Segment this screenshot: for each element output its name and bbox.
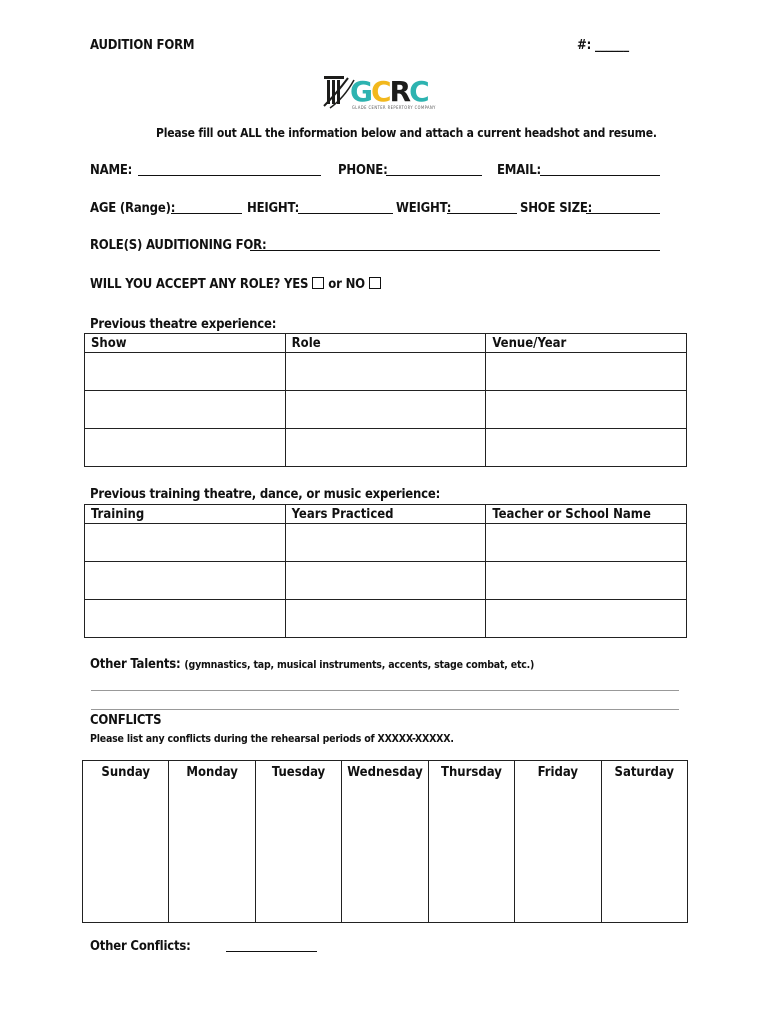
- day-sunday[interactable]: Sunday: [83, 761, 169, 923]
- conflicts-note: Please list any conflicts during the rehearsal periods of XXXXX-XXXXX.: [90, 733, 454, 745]
- phone-label: PHONE:: [338, 163, 388, 178]
- table-cell[interactable]: [285, 562, 486, 600]
- table-cell[interactable]: [285, 353, 486, 391]
- table-cell[interactable]: [486, 429, 687, 467]
- other-conflicts-field[interactable]: [226, 951, 317, 952]
- training-col-training: Training: [85, 505, 286, 524]
- email-label: EMAIL:: [497, 163, 541, 178]
- theatre-col-venue-year: Venue/Year: [486, 334, 687, 353]
- svg-text:GCRC: GCRC: [350, 75, 428, 108]
- training-heading: Previous training theatre, dance, or music experience:: [90, 487, 441, 502]
- yes-checkbox[interactable]: [312, 277, 324, 289]
- gcrc-logo: [322, 72, 452, 112]
- table-row: [85, 391, 687, 429]
- day-friday[interactable]: Friday: [515, 761, 601, 923]
- logo-tagline: GLADE CENTER REPERTORY COMPANY: [352, 105, 436, 110]
- other-talents-label: Other Talents:: [90, 657, 181, 672]
- table-cell[interactable]: [85, 391, 286, 429]
- weight-label: WEIGHT:: [396, 201, 452, 216]
- no-checkbox[interactable]: [369, 277, 381, 289]
- table-row: [85, 562, 687, 600]
- roles-field[interactable]: [250, 250, 660, 251]
- table-cell[interactable]: [85, 600, 286, 638]
- instructions-text: Please fill out ALL the information below and attach a current headshot and resume.: [156, 126, 657, 140]
- height-label: HEIGHT:: [247, 201, 300, 216]
- table-cell[interactable]: [285, 391, 486, 429]
- theatre-table: [84, 333, 687, 467]
- training-col-teacher: Teacher or School Name: [486, 505, 687, 524]
- theatre-heading: Previous theatre experience:: [90, 317, 277, 332]
- age-field[interactable]: [171, 213, 242, 214]
- shoe-size-field[interactable]: [586, 213, 660, 214]
- accept-role-question: [90, 277, 385, 292]
- table-cell[interactable]: [285, 524, 486, 562]
- day-monday[interactable]: Monday: [169, 761, 255, 923]
- form-number-label: #:: [577, 38, 592, 53]
- table-cell[interactable]: [285, 429, 486, 467]
- name-field[interactable]: [138, 175, 321, 176]
- table-cell[interactable]: [486, 600, 687, 638]
- theatre-col-role: Role: [285, 334, 486, 353]
- conflicts-calendar: [82, 760, 688, 923]
- no-label: or NO: [328, 277, 365, 292]
- table-row: [85, 429, 687, 467]
- table-cell[interactable]: [285, 600, 486, 638]
- height-field[interactable]: [298, 213, 393, 214]
- conflicts-heading: CONFLICTS: [90, 713, 162, 728]
- accept-role-label: WILL YOU ACCEPT ANY ROLE?: [90, 277, 281, 292]
- roles-label: ROLE(S) AUDITIONING FOR:: [90, 238, 267, 253]
- table-cell[interactable]: [486, 562, 687, 600]
- training-col-years: Years Practiced: [285, 505, 486, 524]
- table-cell[interactable]: [85, 353, 286, 391]
- day-saturday[interactable]: Saturday: [601, 761, 687, 923]
- other-talents: [90, 657, 534, 672]
- talents-line-1[interactable]: [91, 690, 679, 691]
- talents-line-2[interactable]: [91, 709, 679, 710]
- shoe-size-label: SHOE SIZE:: [520, 201, 593, 216]
- table-cell[interactable]: [85, 562, 286, 600]
- training-table: [84, 504, 687, 638]
- table-row: [85, 353, 687, 391]
- name-label: NAME:: [90, 163, 133, 178]
- age-label: AGE (Range):: [90, 201, 176, 216]
- table-cell[interactable]: [486, 353, 687, 391]
- table-cell[interactable]: [486, 524, 687, 562]
- day-tuesday[interactable]: Tuesday: [255, 761, 341, 923]
- table-cell[interactable]: [486, 391, 687, 429]
- form-number: [577, 38, 629, 53]
- form-title: AUDITION FORM: [90, 38, 195, 53]
- form-number-field[interactable]: ______: [594, 38, 629, 53]
- theatre-col-show: Show: [85, 334, 286, 353]
- table-row: [85, 600, 687, 638]
- table-cell[interactable]: [85, 524, 286, 562]
- day-wednesday[interactable]: Wednesday: [342, 761, 428, 923]
- table-cell[interactable]: [85, 429, 286, 467]
- phone-field[interactable]: [386, 175, 482, 176]
- other-talents-hint: (gymnastics, tap, musical instruments, accents, stage combat, etc.): [184, 659, 535, 671]
- day-thursday[interactable]: Thursday: [428, 761, 514, 923]
- other-conflicts-label: Other Conflicts:: [90, 939, 191, 954]
- weight-field[interactable]: [447, 213, 517, 214]
- yes-label: YES: [284, 277, 309, 292]
- table-row: [85, 524, 687, 562]
- email-field[interactable]: [540, 175, 660, 176]
